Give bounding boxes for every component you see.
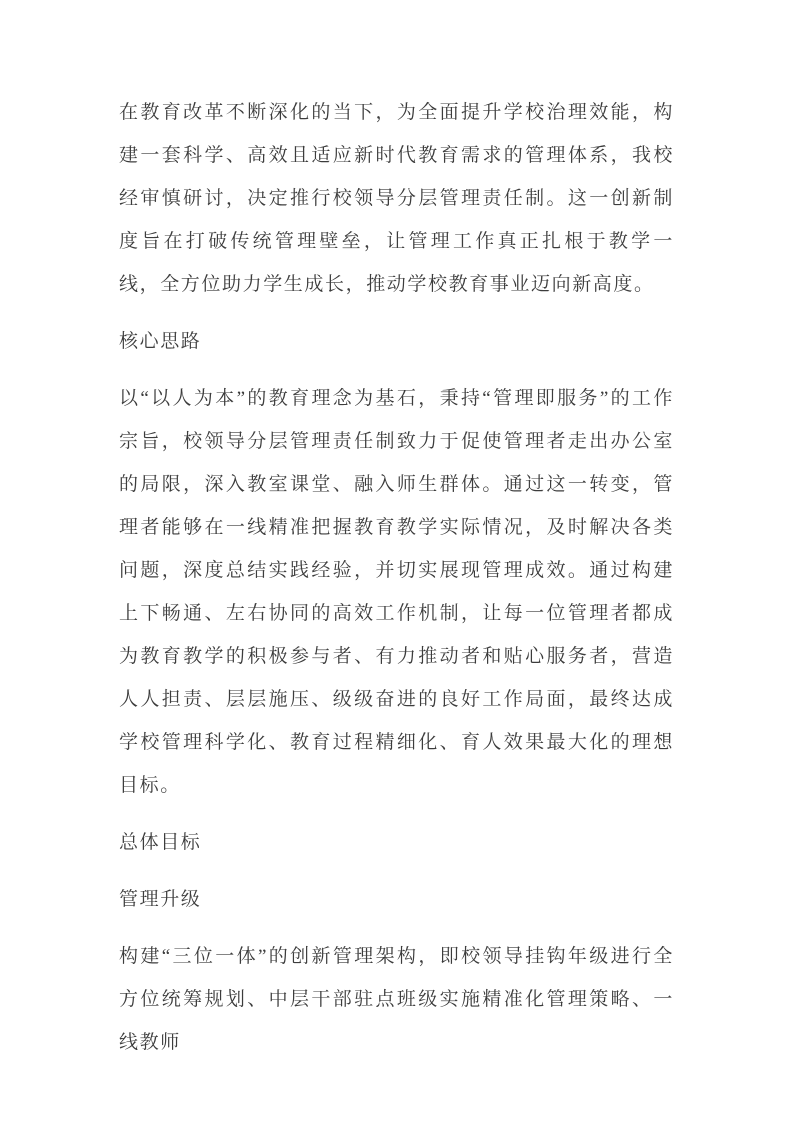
section-heading-management-upgrade: 管理升级	[119, 889, 202, 910]
paragraph-core-idea: 以“以人为本”的教育理念为基石，秉持“管理即服务”的工作宗旨，校领导分层管理责任制致力于促使管理者走出办公室的局限，深入教室课堂、融入师生群体。通过这一转变，管理者能够在一线精准把握教育教学实际情况，及时解决各类问题，深度总结实践经验，并切实展现管理成效。通过构建上下畅通、左右协同的高效工作机制，让每一位管理者都成为教育教学的积极参与者、有力推动者和贴心服务者，营造人人担责、层层施压、级级奋进的良好工作局面，最终达成学校管理科学化、教育过程精细化、育人效果最大化的理想目标。	[119, 388, 674, 796]
paragraph-management-upgrade: 构建“三位一体”的创新管理架构，即校领导挂钩年级进行全方位统筹规划、中层干部驻点班级实施精准化管理策略、一线教师	[119, 946, 674, 1053]
section-heading-core-idea: 核心思路	[119, 331, 202, 352]
paragraph-intro: 在教育改革不断深化的当下，为全面提升学校治理效能，构建一套科学、高效且适应新时代教育需求的管理体系，我校经审慎研讨，决定推行校领导分层管理责任制。这一创新制度旨在打破传统管理壁垒，让管理工作真正扎根于教学一线，全方位助力学生成长，推动学校教育事业迈向新高度。	[119, 102, 674, 295]
section-heading-overall-goal: 总体目标	[119, 832, 202, 853]
